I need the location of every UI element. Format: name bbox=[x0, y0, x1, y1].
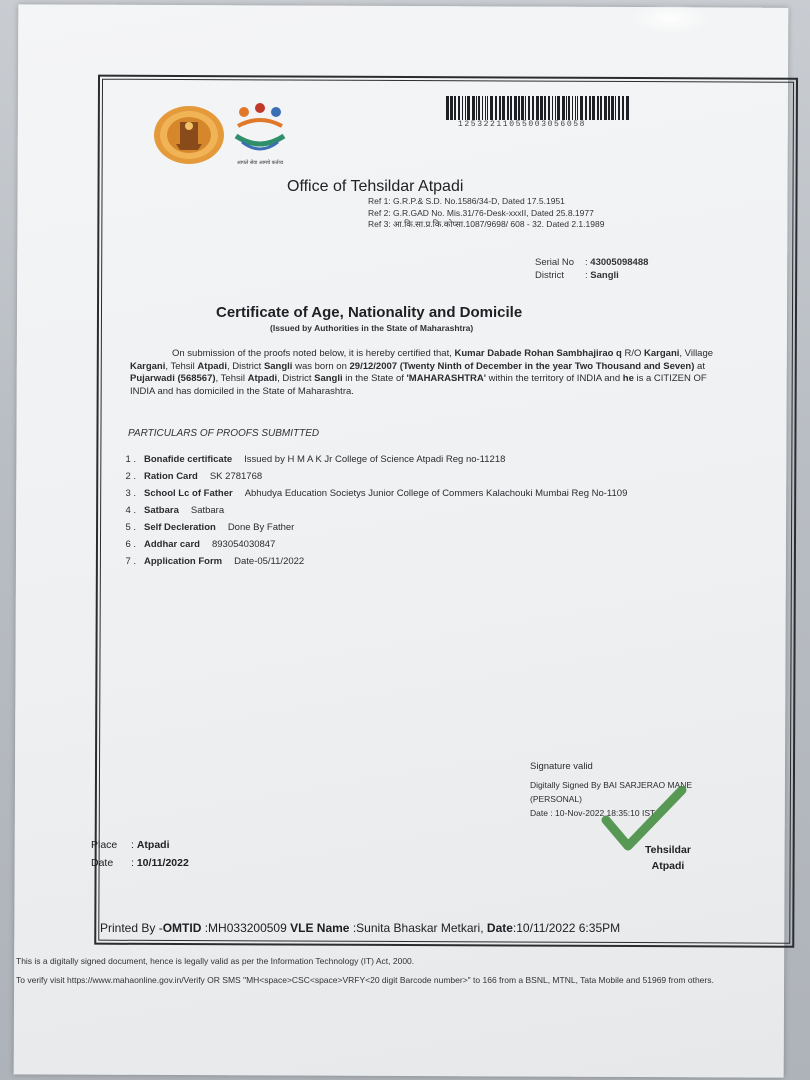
proof-name: Satbara bbox=[144, 505, 179, 516]
barcode-bar bbox=[562, 96, 565, 120]
barcode-bar bbox=[622, 96, 624, 120]
particulars-heading: PARTICULARS OF PROOFS SUBMITTED bbox=[128, 428, 320, 439]
proof-value: Satbara bbox=[190, 505, 225, 516]
barcode-bar bbox=[548, 96, 550, 120]
proof-number: 6 . bbox=[125, 539, 136, 550]
barcode-bar bbox=[580, 96, 583, 120]
proof-value: Abhudya Education Societys Junior College of Commers Kalachouki Mumbai Reg No-1109 bbox=[244, 488, 628, 499]
maharashtra-seal-emblem-icon bbox=[152, 104, 226, 166]
barcode-bar bbox=[615, 96, 616, 120]
barcode-bar bbox=[446, 96, 449, 120]
barcode-bar bbox=[572, 96, 573, 120]
barcode-bar bbox=[597, 96, 599, 120]
serial-label: Serial No bbox=[535, 257, 575, 268]
barcode-bar bbox=[585, 96, 587, 120]
ref-line: Ref 3: आ.कि.सा.प्र.कि.कोप्सा.1087/9698/ 608 - 32. Dated 2.1.1989 bbox=[368, 219, 605, 229]
barcode-bar bbox=[608, 96, 610, 120]
proof-number: 4 . bbox=[125, 505, 136, 516]
signature-date: Date : 10-Nov-2022 18:35:10 IST bbox=[530, 808, 656, 818]
barcode-bar bbox=[568, 96, 570, 120]
proof-value: SK 2781768 bbox=[209, 471, 263, 482]
certificate-title: Certificate of Age, Nationality and Domicile bbox=[216, 304, 523, 321]
legal-validity-note: This is a digitally signed document, hence is legally valid as per the Information Technology (IT) Act, 2000. bbox=[16, 956, 415, 966]
barcode-bar bbox=[604, 96, 607, 120]
barcode-bar bbox=[467, 96, 470, 120]
signatory-designation: Tehsildar bbox=[645, 844, 691, 856]
barcode-bar bbox=[626, 96, 629, 120]
proof-item bbox=[112, 488, 692, 500]
signed-by: Digitally Signed By BAI SARJERAO MANE bbox=[530, 780, 693, 790]
verification-note: To verify visit https://www.mahaonline.gov.in/Verify OR SMS "MH<space>CSC<space>VRFY<20 digit Barcode number>" to 166 from a BSNL, MTNL, Tata Mobile and 51969 from others. bbox=[16, 975, 714, 985]
barcode-bar bbox=[454, 96, 456, 120]
barcode-bar bbox=[458, 96, 460, 120]
barcode-bar bbox=[577, 96, 578, 120]
barcode-bar bbox=[465, 96, 466, 120]
barcode-bar bbox=[499, 96, 501, 120]
barcode-bar bbox=[472, 96, 475, 120]
proof-number: 1 . bbox=[125, 454, 136, 465]
place-date-block: Place : Atpadi Date : 10/11/2022 bbox=[91, 836, 189, 872]
barcode-bar bbox=[536, 96, 539, 120]
barcode-bar bbox=[557, 96, 560, 120]
certification-paragraph: On submission of the proofs noted below, it is hereby certified that, Kumar Dabade Rohan Sambhajirao q R/O Kargani, Village Kargani, Tehsil Atpadi, District Sangli was born on 29/12/2007 (Twenty Ninth of December in the year Two Thousand and Seven) at Pujarwadi (568567), Tehsil Atpadi, District Sangli in the State of 'MAHARASHTRA' within the territory of INDIA and he is a CITIZEN OF INDIA and has domiciled in the State of Maharashtra. bbox=[130, 348, 714, 397]
barcode-bar bbox=[575, 96, 576, 120]
proof-number: 2 . bbox=[125, 471, 136, 482]
district-value: Sangli bbox=[590, 270, 619, 281]
barcode-bar bbox=[507, 96, 509, 120]
proof-name: Addhar card bbox=[144, 539, 200, 550]
proof-name: Ration Card bbox=[144, 471, 198, 482]
proof-number: 5 . bbox=[125, 522, 136, 533]
proof-number: 3 . bbox=[125, 488, 136, 499]
barcode-bar bbox=[510, 96, 512, 120]
barcode-bar bbox=[518, 96, 520, 120]
barcode-bar bbox=[514, 96, 517, 120]
proof-value: Issued by H M A K Jr College of Science Atpadi Reg no-11218 bbox=[244, 454, 506, 465]
proof-item bbox=[112, 471, 692, 483]
barcode-bar bbox=[487, 96, 488, 120]
ref-line: Ref 2: G.R.GAD No. Mis.31/76-Desk-xxxII, Dated 25.8.1977 bbox=[368, 207, 594, 218]
barcode-bar bbox=[502, 96, 505, 120]
date-of-birth: 29/12/2007 bbox=[349, 360, 398, 372]
barcode-bar bbox=[528, 96, 530, 120]
serial-value: 43005098488 bbox=[590, 257, 649, 268]
barcode-bar bbox=[450, 96, 453, 120]
proof-list bbox=[112, 454, 692, 573]
proof-item bbox=[112, 539, 692, 551]
barcode-bar bbox=[540, 96, 543, 120]
barcode-bar bbox=[600, 96, 602, 120]
proof-value: 893054030847 bbox=[211, 539, 276, 550]
barcode-bar bbox=[592, 96, 595, 120]
signature-valid: Signature valid bbox=[530, 761, 593, 772]
footer-notes bbox=[16, 954, 786, 992]
office-title: Office of Tehsildar Atpadi bbox=[287, 178, 464, 195]
barcode-icon bbox=[446, 96, 630, 120]
proof-name: School Lc of Father bbox=[144, 488, 233, 499]
barcode-bar bbox=[476, 96, 477, 120]
proof-number: 7 . bbox=[125, 556, 136, 567]
proof-name: Bonafide certificate bbox=[144, 454, 233, 465]
barcode-bar bbox=[544, 96, 546, 120]
proof-value: Date-05/11/2022 bbox=[234, 556, 305, 567]
barcode-bar bbox=[532, 96, 534, 120]
barcode-bar bbox=[555, 96, 556, 120]
place-value: Atpadi bbox=[136, 839, 170, 851]
date-label: Date bbox=[91, 857, 114, 869]
light-glare bbox=[630, 4, 710, 34]
barcode-bar bbox=[611, 96, 614, 120]
serial-block: Serial No : 43005098488 District : Sangli bbox=[535, 257, 649, 281]
proof-name: Application Form bbox=[144, 556, 223, 567]
proof-item bbox=[112, 556, 692, 568]
proof-item bbox=[112, 505, 692, 517]
signatory-block bbox=[645, 842, 691, 874]
barcode-bar bbox=[552, 96, 553, 120]
proof-value: Done By Father bbox=[227, 522, 295, 533]
ref-line: Ref 1: G.R.P.& S.D. No.1586/34-D, Dated 17.5.1951 bbox=[368, 196, 565, 206]
proof-item bbox=[112, 522, 692, 534]
barcode-bar bbox=[490, 96, 493, 120]
aaple-sarkar-logo-icon bbox=[230, 100, 290, 168]
barcode-bar bbox=[485, 96, 486, 120]
barcode-bar bbox=[566, 96, 567, 120]
proof-item bbox=[112, 454, 692, 466]
place-label: Place bbox=[91, 839, 118, 851]
barcode-bar bbox=[495, 96, 497, 120]
barcode-bar bbox=[589, 96, 591, 120]
barcode-bar bbox=[482, 96, 483, 120]
barcode-bar bbox=[525, 96, 526, 120]
printed-by-line: Printed By -OMTID :MH033200509 VLE Name :Sunita Bhaskar Metkari, Date:10/11/2022 6:35PM bbox=[100, 921, 621, 935]
barcode-bar bbox=[521, 96, 524, 120]
barcode-bar bbox=[462, 96, 463, 120]
date-value: 10/11/2022 bbox=[136, 857, 189, 869]
barcode-bar bbox=[618, 96, 620, 120]
barcode-number: 12532211055003056058 bbox=[458, 120, 587, 129]
barcode-bar bbox=[478, 96, 480, 120]
signer-type: (PERSONAL) bbox=[530, 794, 582, 804]
birthplace: Pujarwadi (568567) bbox=[130, 373, 216, 384]
proof-name: Self Decleration bbox=[144, 522, 216, 533]
certificate-subtitle: (Issued by Authorities in the State of Maharashtra) bbox=[270, 323, 474, 333]
logo-caption: आपले सेवा आमचे कर्तव्य bbox=[236, 160, 284, 166]
district-label: District bbox=[535, 270, 565, 281]
applicant-name: Kumar Dabade Rohan Sambhajirao q bbox=[454, 348, 622, 359]
reference-list bbox=[368, 196, 604, 231]
signatory-location: Atpadi bbox=[651, 860, 685, 872]
